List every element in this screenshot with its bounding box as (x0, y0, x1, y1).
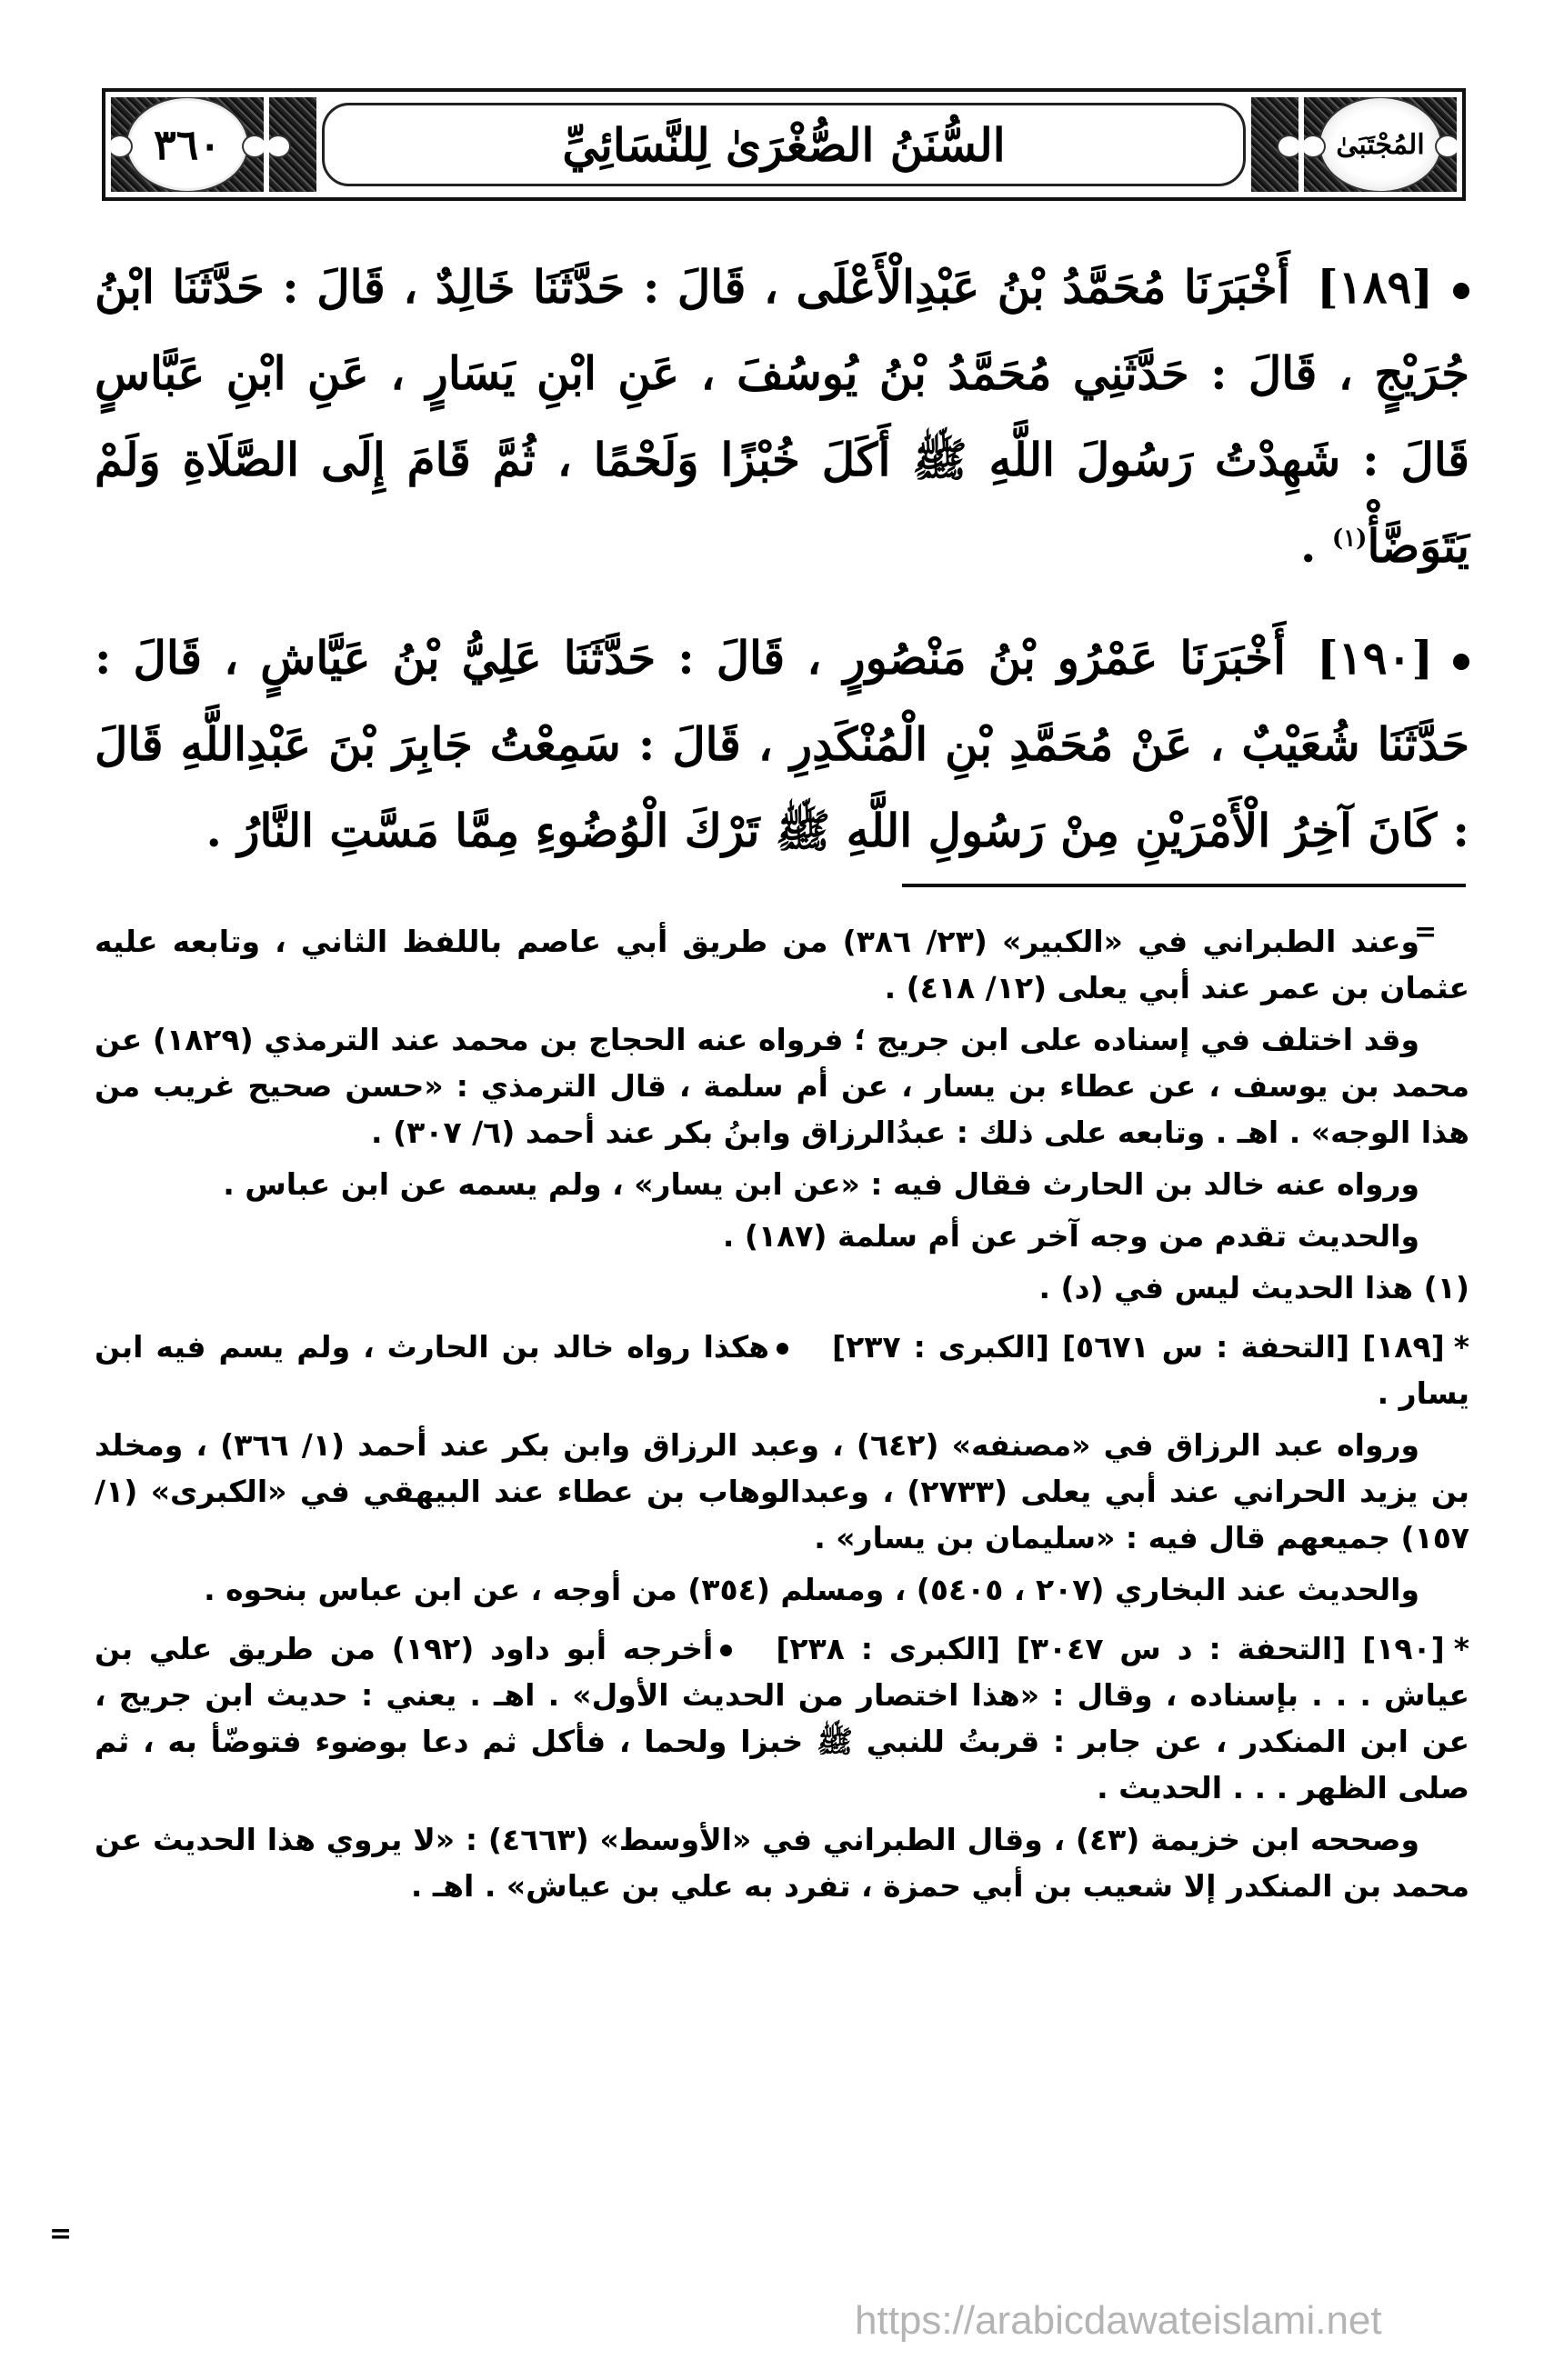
page-number-ornament (111, 97, 264, 192)
footnote-paragraph: وعند الطبراني في «الكبير» (٢٣/ ٣٨٦) من طريق أبي عاصم باللفظ الثاني ، وتابعه عليه عثمان بن عمر عند أبي يعلى (١٢/ ٤١٨) . (95, 924, 1469, 1005)
hadith-main-text (95, 244, 1469, 899)
commentary-paragraph: والحديث عند البخاري (٢٠٧ ، ٥٤٠٥) ، ومسلم (٣٥٤) من أوجه ، عن ابن عباس بنحوه . (204, 1572, 1419, 1607)
hadith-number: [١٨٩] (1317, 260, 1433, 314)
footnotes-section (95, 918, 1469, 1915)
bullet-icon (1453, 654, 1469, 670)
book-title-frame (322, 103, 1246, 186)
ornament-bead-icon (269, 135, 291, 158)
ornament-bead-icon (1435, 135, 1457, 158)
bullet-icon (777, 1343, 788, 1355)
commentary-reference: [١٩٠] [التحفة : د س ٣٠٤٧] [الكبرى : ٢٣٨] (776, 1631, 1445, 1666)
hadith-190 (95, 615, 1469, 874)
commentary-reference: [١٨٩] [التحفة : س ٥٦٧١] [الكبرى : ٢٣٧] (832, 1329, 1445, 1365)
footnote-separator-line (902, 884, 1466, 887)
watermark-url: https://arabicdawateislami.net (855, 2298, 1382, 2343)
footnote-paragraph: وقد اختلف في إسناده على ابن جريج ؛ فرواه عنه الحجاج بن محمد عند الترمذي (١٨٢٩) عن محمد بن يوسف ، عن عطاء بن يسار ، عن أم سلمة ، قال الترمذي : «حسن صحيح غريب من هذا الوجه» . اهـ . وتابعه على ذلك : عبدُالرزاق وابنُ بكر عند أحمد (٦/ ٣٠٧) . (95, 1022, 1469, 1150)
bullet-icon (720, 1645, 732, 1656)
hadith-189 (95, 244, 1469, 589)
page-header-banner (102, 88, 1466, 201)
book-title: السُّنَنُ الصُّغْرَىٰ لِلنَّسَائِيِّ (562, 117, 1006, 172)
continuation-mark: = (1414, 916, 1438, 948)
hadith-end-mark: . (1300, 519, 1332, 573)
footnote-paragraph: والحديث تقدم من وجه آخر عن أم سلمة (١٨٧) . (722, 1218, 1419, 1254)
footnote-paragraph: ورواه عنه خالد بن الحارث فقال فيه : «عن ابن يسار» ، ولم يسمه عن ابن عباس . (223, 1166, 1419, 1202)
commentary-head (95, 1324, 1469, 1416)
asterisk-icon: * (1453, 1329, 1469, 1365)
ornament-bead-icon (242, 135, 264, 158)
commentary-lead: أخرجه أبو داود (١٩٢) من طريق علي بن عياش . . . بإسناده ، وقال : «هذا اختصار من الحديث الأول» . اهـ . يعني : حديث ابن جريج ، عن ابن المنكدر ، عن جابر : قربتُ للنبي ﷺ خبزا ولحما ، فأكل ثم دعا بوضوء فتوضّأ به ، ثم صلى الظهر . . . الحديث . (95, 1631, 1469, 1805)
commentary-head (95, 1625, 1469, 1811)
asterisk-icon: * (1453, 1631, 1470, 1666)
footnote-reference[interactable]: (١) (1331, 525, 1368, 553)
hadith-number: [١٩٠] (1317, 631, 1433, 685)
commentary-190 (95, 1625, 1469, 1909)
page-number: ٣٦٠ (127, 98, 247, 191)
commentary-lead: هكذا رواه خالد بن الحارث ، ولم يسم فيه ابن يسار . (95, 1329, 1469, 1411)
continuation-mark: = (49, 2218, 73, 2250)
bullet-icon (1453, 283, 1469, 299)
commentary-paragraph: ورواه عبد الرزاق في «مصنفه» (٦٤٢) ، وعبد الرزاق وابن بكر عند أحمد (١/ ٣٦٦) ، ومخلد بن يزيد الحراني عند أبي يعلى (٢٧٣٣) ، وعبدالوهاب بن عطاء عند البيهقي في «الكبرى» (١/ ١٥٧) جميعهم قال فيه : «سليمان بن يسار» . (95, 1427, 1469, 1555)
ornament-divider-right (269, 97, 316, 192)
numbered-footnote-1: (١) هذا الحديث ليس في (د) . (1038, 1270, 1469, 1305)
book-logo-calligraphy: المُجْتَبَىٰ (1320, 98, 1440, 191)
book-logo-ornament (1304, 97, 1457, 192)
ornament-divider-left (1251, 97, 1298, 192)
commentary-189 (95, 1324, 1469, 1613)
hadith-text: أَخْبَرَنَا مُحَمَّدُ بْنُ عَبْدِالْأَعْلَى ، قَالَ : حَدَّثَنَا خَالِدٌ ، قَالَ : حَدَّثَنَا ابْنُ جُرَيْجٍ ، قَالَ : حَدَّثَنِي مُحَمَّدُ بْنُ يُوسُفَ ، عَنِ ابْنِ يَسَارٍ ، عَنِ ابْنِ عَبَّاسٍ قَالَ : شَهِدْتُ رَسُولَ اللَّهِ ﷺ أَكَلَ خُبْزًا وَلَحْمًا ، ثُمَّ قَامَ إِلَى الصَّلَاةِ وَلَمْ يَتَوَضَّأْ (95, 260, 1469, 573)
ornament-bead-icon (1277, 135, 1298, 158)
commentary-paragraph: وصححه ابن خزيمة (٤٣) ، وقال الطبراني في «الأوسط» (٤٦٦٣) : «لا يروي هذا الحديث عن محمد بن المنكدر إلا شعيب بن أبي حمزة ، تفرد به علي بن عياش» . اهـ . (95, 1822, 1469, 1904)
hadith-text: أَخْبَرَنَا عَمْرُو بْنُ مَنْصُورٍ ، قَالَ : حَدَّثَنَا عَلِيُّ بْنُ عَيَّاشٍ ، قَالَ : حَدَّثَنَا شُعَيْبٌ ، عَنْ مُحَمَّدِ بْنِ الْمُنْكَدِرِ ، قَالَ : سَمِعْتُ جَابِرَ بْنَ عَبْدِاللَّهِ قَالَ : كَانَ آخِرُ الْأَمْرَيْنِ مِنْ رَسُولِ اللَّهِ ﷺ تَرْكَ الْوُضُوءِ مِمَّا مَسَّتِ النَّارُ . (95, 631, 1469, 857)
